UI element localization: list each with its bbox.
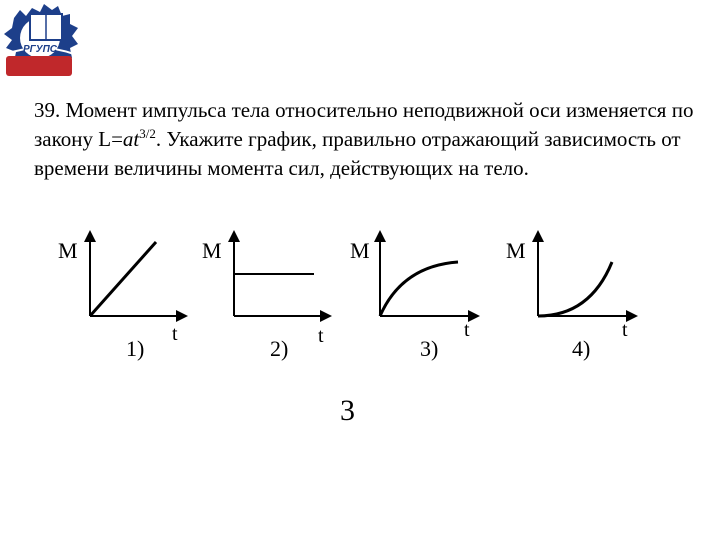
graph-option-1[interactable] <box>58 236 182 361</box>
graph-4-y-label: M <box>506 238 526 263</box>
formula-variable: at <box>122 127 140 151</box>
graph-3-x-label: t <box>464 319 470 341</box>
graph-option-4[interactable] <box>506 236 632 361</box>
graph-option-2[interactable] <box>202 236 326 361</box>
graph-3-y-label: M <box>350 238 370 263</box>
graph-4-curve <box>538 262 612 316</box>
graph-3-curve <box>380 262 458 316</box>
formula-exponent: 3/2 <box>139 126 156 141</box>
question-number: 39. <box>34 98 61 122</box>
graph-option-3[interactable] <box>350 236 474 361</box>
graph-1-x-label: t <box>172 323 178 345</box>
question-part1: Момент импульса тела относительно неподвижной оси изменяется по закону L= <box>34 98 694 151</box>
graph-2-number: 2) <box>270 336 289 361</box>
question-part2: . Укажите график, правильно отражающий зависимость от времени величины момента сил, действующих на тело. <box>34 127 681 180</box>
graph-4-x-label: t <box>622 319 628 341</box>
graph-1-y-label: M <box>58 238 78 263</box>
answer-text: 3 <box>340 394 355 427</box>
graph-3-number: 3) <box>420 336 439 361</box>
graph-2-y-label: M <box>202 238 222 263</box>
graph-2-x-label: t <box>318 325 324 347</box>
logo-text: РГУПС <box>23 44 57 55</box>
graph-4-number: 4) <box>572 336 591 361</box>
graph-1-number: 1) <box>126 336 145 361</box>
graph-1-curve <box>90 242 156 316</box>
